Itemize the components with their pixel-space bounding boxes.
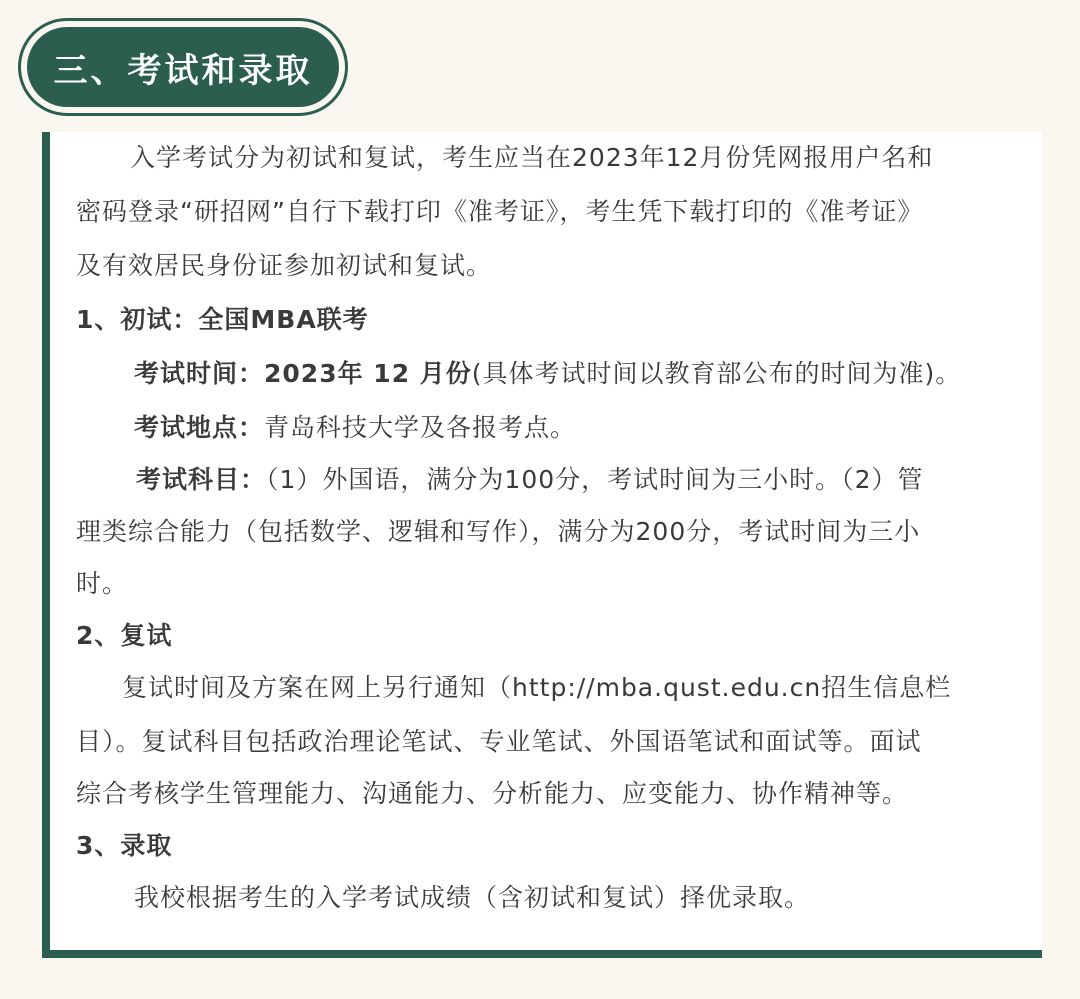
section-title-background [27, 27, 339, 107]
exam-subject-line-3: 时。 [76, 569, 129, 598]
exam-place-row [134, 408, 576, 448]
exam-time-label: 考试时间： [134, 359, 265, 388]
initial-heading: 1、初试：全国MBA联考 [76, 305, 369, 334]
admission-line-1: 我校根据考生的入学考试成绩（含初试和复试）择优录取。 [134, 883, 811, 912]
intro-line-3: 及有效居民身份证参加初试和复试。 [76, 251, 493, 280]
exam-time-value: 2023年 12 月份 [264, 359, 472, 388]
section-title-badge [18, 18, 348, 116]
retest-line-3: 综合考核学生管理能力、沟通能力、分析能力、应变能力、协作精神等。 [76, 779, 909, 808]
exam-subject-line-1: （1）外国语，满分为100分，考试时间为三小时。（2）管 [266, 465, 924, 494]
admission-heading: 3、录取 [76, 831, 173, 860]
retest-heading: 2、复试 [76, 621, 173, 650]
section-title: 三、考试和录取 [53, 50, 313, 91]
exam-time-row [134, 354, 961, 394]
exam-subject-label: 考试科目： [136, 465, 267, 494]
intro-line-1: 入学考试分为初试和复试，考生应当在2023年12月份凭网报用户名和 [130, 143, 934, 172]
retest-line-1: 复试时间及方案在网上另行通知（http://mba.qust.edu.cn招生信息栏 [122, 673, 952, 702]
exam-place-value: 青岛科技大学及各报考点。 [264, 413, 577, 442]
exam-subject-line-2: 理类综合能力（包括数学、逻辑和写作），满分为200分，考试时间为三小 [76, 517, 921, 546]
retest-line-2: 目）。复试科目包括政治理论笔试、专业笔试、外国语笔试和面试等。面试 [76, 727, 922, 756]
exam-place-label: 考试地点： [134, 413, 265, 442]
exam-time-note: (具体考试时间以教育部公布的时间为准)。 [471, 359, 962, 388]
exam-subject-row [136, 460, 924, 500]
intro-line-2: 密码登录“研招网”自行下载打印《准考证》，考生凭下载打印的《准考证》 [76, 197, 924, 226]
